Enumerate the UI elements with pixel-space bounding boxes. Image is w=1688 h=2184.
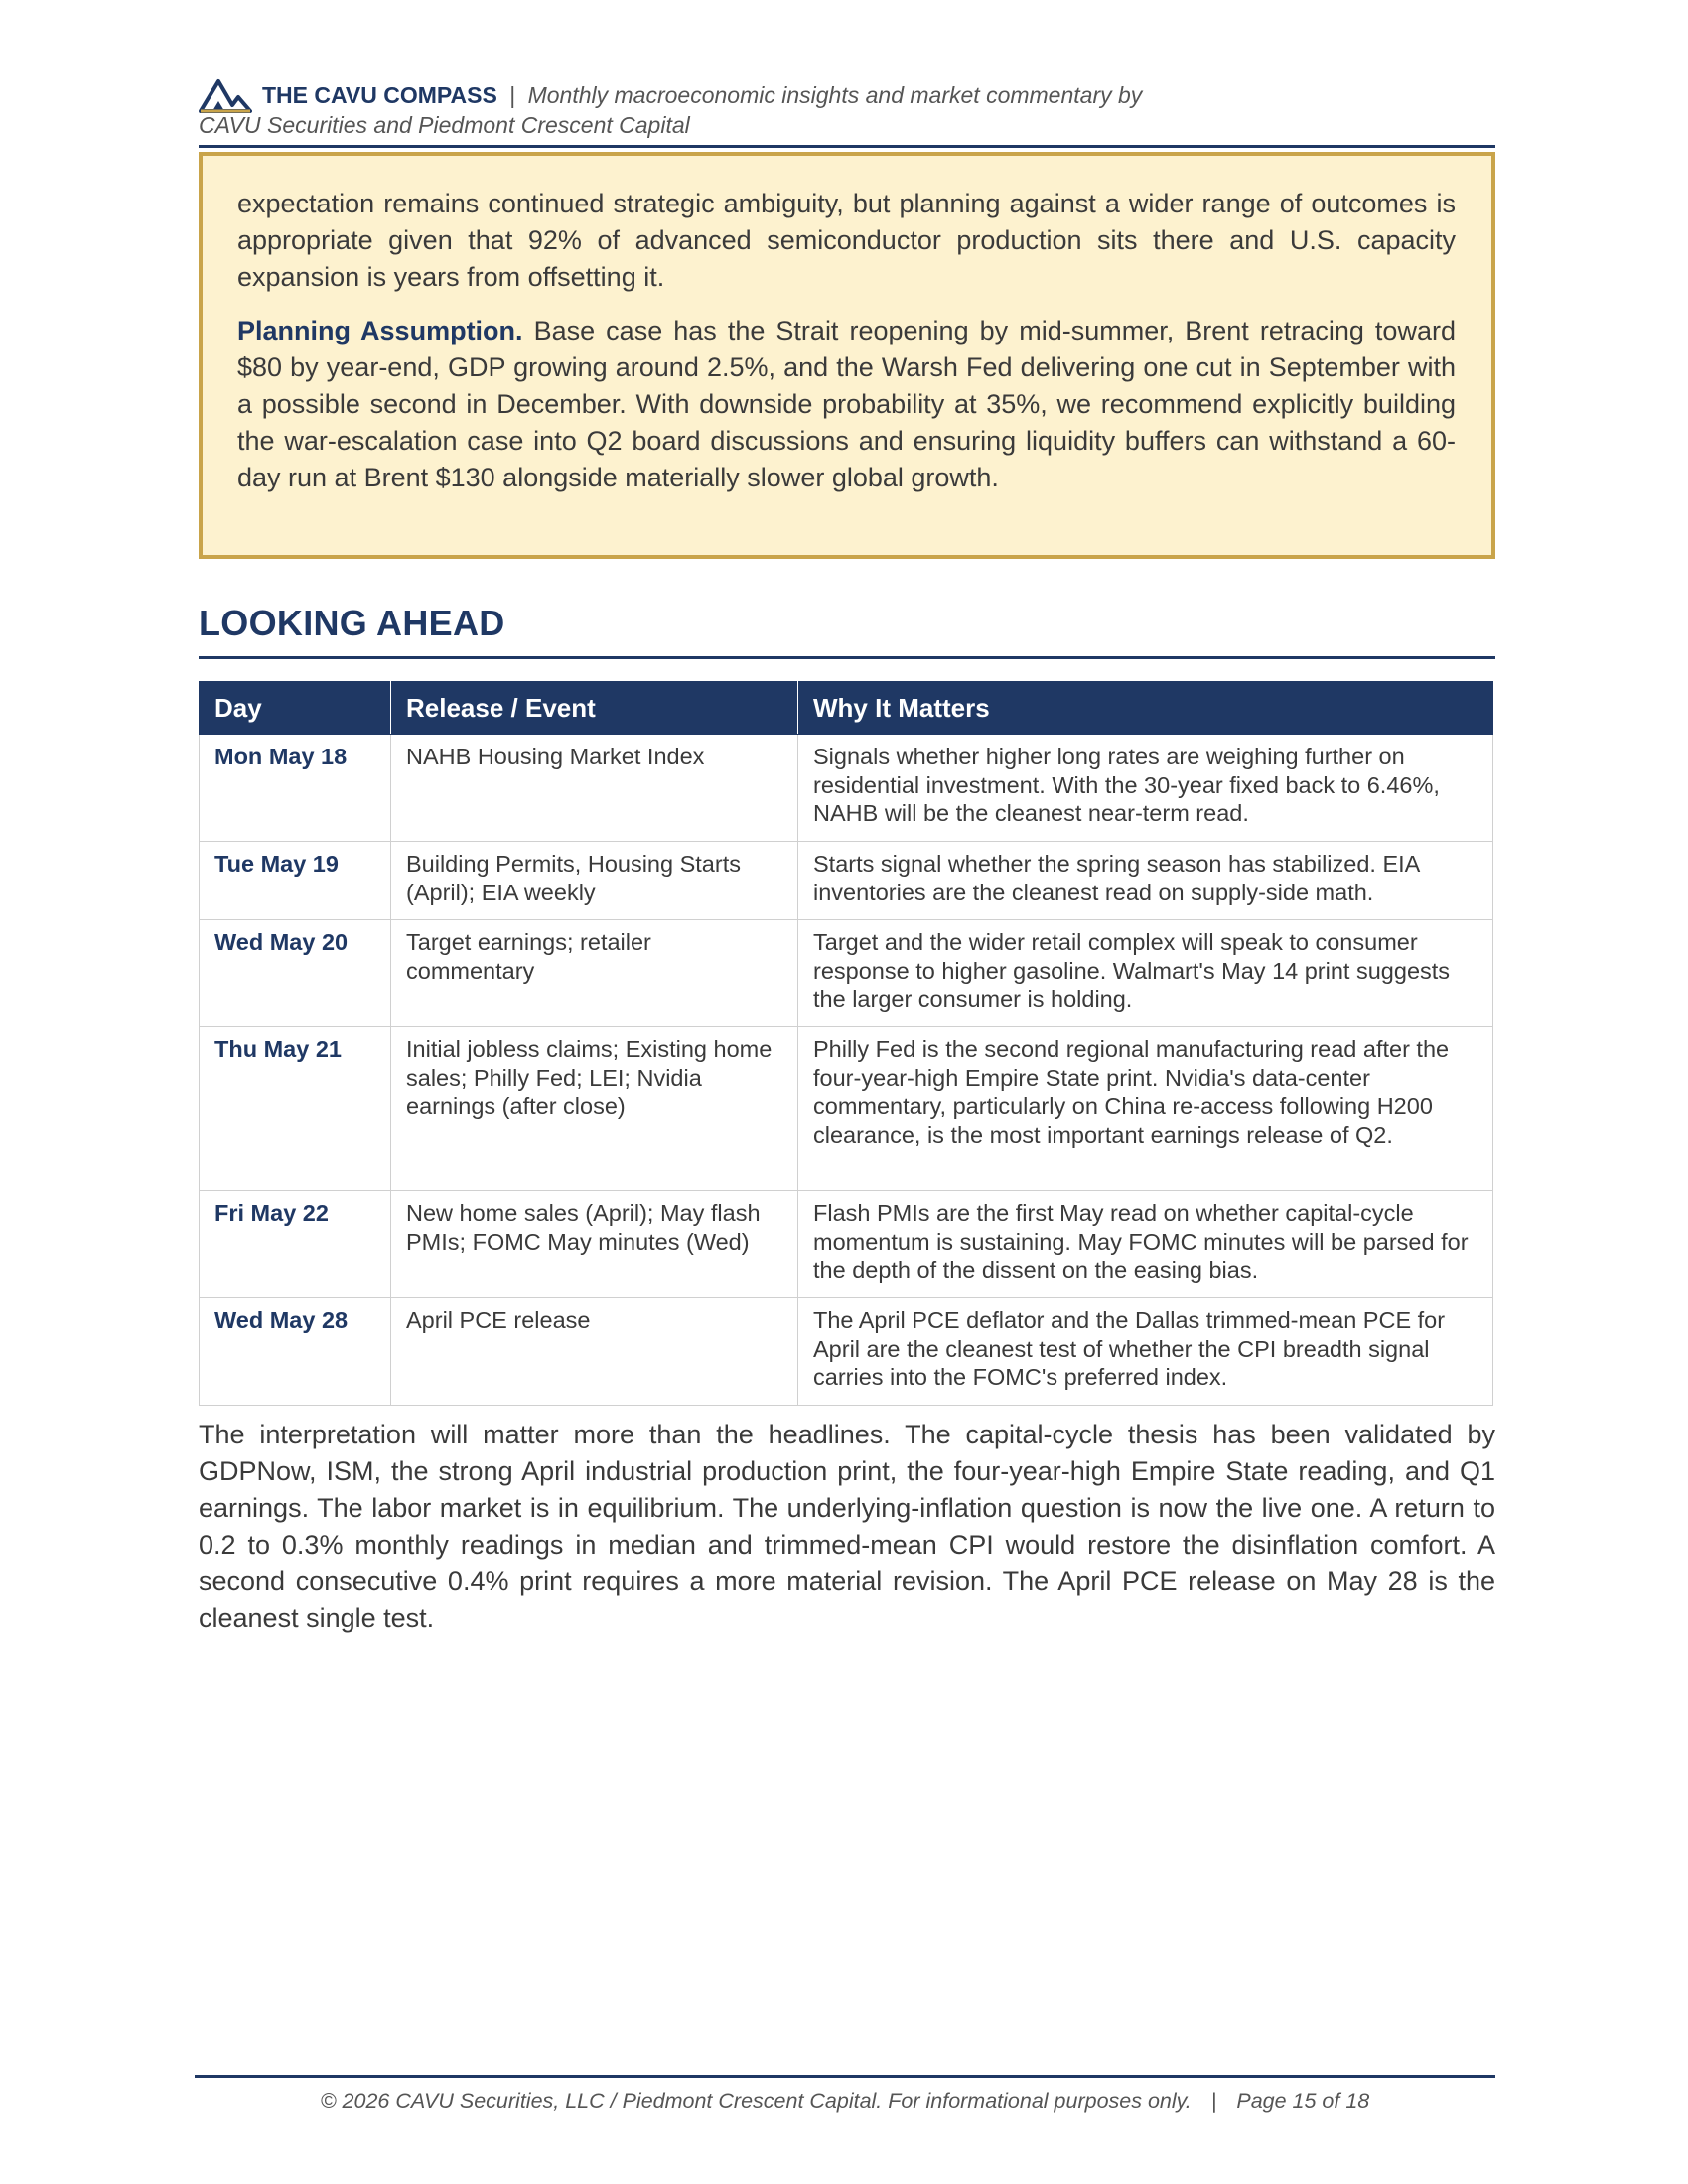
day-cell: Mon May 18 [200,735,391,842]
planning-assumption-paragraph [237,313,1456,496]
why-cell: The April PCE deflator and the Dallas trimmed-mean PCE for April are the cleanest test of whether the CPI breadth signal carries into the FOMC's preferred index. [798,1298,1493,1406]
event-cell: NAHB Housing Market Index [391,735,798,842]
day-cell: Fri May 22 [200,1191,391,1298]
table-row [200,1191,1493,1298]
copyright-text: © 2026 CAVU Securities, LLC / Piedmont Crescent Capital. For informational purposes only. [320,2089,1192,2113]
event-cell: Initial jobless claims; Existing home sales; Philly Fed; LEI; Nvidia earnings (after close) [391,1027,798,1191]
page-number: Page 15 of 18 [1236,2089,1370,2113]
table-row [200,735,1493,842]
section-title: LOOKING AHEAD [199,603,505,643]
economic-calendar-table [199,681,1493,1406]
conclusion-paragraph: The interpretation will matter more than the headlines. The capital-cycle thesis has been validated by GDPNow, ISM, the strong April industrial production print, the four-year-high Empire State reading, and Q1 earnings. The labor market is in equilibrium. The underlying-inflation question is now the live one. A return to 0.2 to 0.3% monthly readings in median and trimmed-mean CPI would restore the disinflation comfort. A second consecutive 0.4% print requires a more material revision. The April PCE release on May 28 is the cleanest single test. [199,1420,1495,1633]
why-cell: Flash PMIs are the first May read on whether capital-cycle momentum is sustaining. May FOMC minutes will be parsed for the depth of the dissent on the easing bias. [798,1191,1493,1298]
footer-divider [195,2075,1495,2078]
event-cell: Building Permits, Housing Starts (April); EIA weekly [391,842,798,920]
table-row [200,920,1493,1027]
planning-assumption-text: Base case has the Strait reopening by mid-summer, Brent retracing toward $80 by year-end, GDP growing around 2.5%, and the Warsh Fed delivering one cut in September with a possible second in December. With downside probability at 35%, we recommend explicitly building the war-escalation case into Q2 board discussions and ensuring liquidity buffers can withstand a 60-day run at Brent $130 alongside materially slower global growth. [237,316,1456,492]
day-cell: Wed May 28 [200,1298,391,1406]
header-tagline: Monthly macroeconomic insights and market commentary by [527,82,1143,108]
table-row [200,1027,1493,1191]
planning-assumption-lead: Planning Assumption. [237,316,523,345]
why-cell: Starts signal whether the spring season has stabilized. EIA inventories are the cleanest read on supply-side math. [798,842,1493,920]
why-cell: Philly Fed is the second regional manufacturing read after the four-year-high Empire State print. Nvidia's data-center commentary, particularly on China re-access following H200 clearance, is the most important earnings release of Q2. [798,1027,1493,1191]
column-header-why: Why It Matters [798,682,1493,735]
day-cell: Tue May 19 [200,842,391,920]
planning-callout-box [199,152,1495,559]
table-row [200,1298,1493,1406]
event-cell: New home sales (April); May flash PMIs; FOMC May minutes (Wed) [391,1191,798,1298]
header-divider [199,145,1495,148]
footer-separator: | [1210,2089,1217,2113]
event-cell: Target earnings; retailer commentary [391,920,798,1027]
day-cell: Wed May 20 [200,920,391,1027]
callout-continuation-text: expectation remains continued strategic ambiguity, but planning against a wider range of outcomes is appropriate given that 92% of advanced semiconductor production sits there and U.S. capacity expansion is years from offsetting it. [237,189,1456,292]
event-cell: April PCE release [391,1298,798,1406]
table-header-row [200,682,1493,735]
column-header-event: Release / Event [391,682,798,735]
header-separator: | [509,82,516,108]
header-tagline-continued: CAVU Securities and Piedmont Crescent Capital [199,112,690,138]
table-row [200,842,1493,920]
why-cell: Target and the wider retail complex will speak to consumer response to higher gasoline. Walmart's May 14 print suggests the larger consumer is holding. [798,920,1493,1027]
day-cell: Thu May 21 [200,1027,391,1191]
header-title-line [262,81,1142,109]
section-divider [199,656,1495,659]
page-footer [195,2089,1495,2114]
mountain-logo-icon [199,77,252,113]
why-cell: Signals whether higher long rates are weighing further on residential investment. With the 30-year fixed back to 6.46%, NAHB will be the cleanest near-term read. [798,735,1493,842]
brand-name: THE CAVU COMPASS [262,82,497,108]
column-header-day: Day [200,682,391,735]
